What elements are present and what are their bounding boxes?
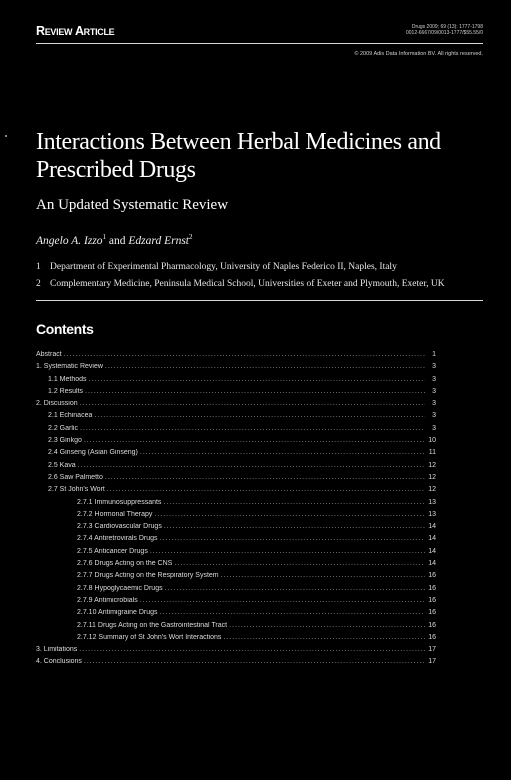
toc-entry-page: 1: [432, 351, 436, 358]
toc-leader-dots: [223, 634, 425, 641]
contents-heading: Contents: [36, 321, 94, 337]
toc-entry[interactable]: [36, 486, 436, 498]
toc-leader-dots: [89, 376, 425, 383]
toc-entry-label: 2.7.12 Summary of St John's Wort Interactions: [77, 633, 222, 641]
toc-entry-label: 2.7.3 Cardiovascular Drugs: [77, 523, 162, 531]
author-name: Angelo A. Izzo: [36, 234, 103, 247]
author-affiliation-marker: 2: [189, 233, 193, 241]
toc-entry-page: 14: [428, 547, 436, 555]
toc-leader-dots: [140, 597, 425, 604]
toc-entry[interactable]: [36, 351, 436, 363]
toc-entry[interactable]: [36, 523, 436, 535]
toc-entry-page: 3: [432, 412, 436, 420]
toc-leader-dots: [80, 425, 425, 432]
affiliation-rule: [36, 300, 483, 301]
toc-entry[interactable]: [36, 597, 436, 609]
toc-entry[interactable]: [36, 449, 436, 461]
author-line: [36, 233, 193, 247]
toc-entry-page: 16: [428, 609, 436, 617]
article-subtitle: An Updated Systematic Review: [36, 197, 229, 213]
toc-entry[interactable]: [36, 474, 436, 486]
toc-leader-dots: [164, 523, 425, 530]
toc-entry[interactable]: [36, 412, 436, 424]
toc-leader-dots: [84, 437, 425, 444]
copyright-notice: © 2009 Adis Data Information BV. All rights reserved.: [354, 51, 483, 57]
affiliation-text: Complementary Medicine, Peninsula Medical School, Universities of Exeter and Plymouth, Exeter, UK: [50, 279, 445, 289]
toc-entry-label: 1.1 Methods: [48, 375, 87, 383]
toc-entry-label: 2.7.4 Antiretrovirals Drugs: [77, 535, 158, 543]
toc-entry-label: 2.7.11 Drugs Acting on the Gastrointestinal Tract: [77, 621, 228, 629]
toc-leader-dots: [80, 400, 425, 407]
toc-entry-label: 2.7.1 Immunosuppressants: [77, 498, 162, 506]
toc-leader-dots: [105, 363, 425, 370]
toc-entry-label: 2.2 Garlic: [48, 424, 78, 432]
toc-entry-label: Abstract: [36, 351, 62, 358]
toc-entry-label: 2.5 Kava: [48, 461, 76, 469]
toc-leader-dots: [140, 449, 425, 456]
toc-entry-label: 2.7.8 Hypoglycaemic Drugs: [77, 584, 163, 592]
toc-entry-label: 2.7.2 Hormonal Therapy: [77, 510, 153, 518]
toc-entry-label: 4. Conclusions: [36, 658, 82, 666]
toc-entry-page: 3: [432, 387, 436, 395]
affiliation-number: 1: [36, 262, 41, 272]
toc-entry-page: 13: [428, 510, 436, 518]
toc-entry-page: 16: [428, 596, 436, 604]
toc-leader-dots: [78, 462, 425, 469]
toc-entry[interactable]: [36, 585, 436, 597]
toc-entry[interactable]: [36, 437, 436, 449]
toc-entry-label: 2.7.6 Drugs Acting on the CNS: [77, 560, 173, 568]
toc-entry-label: 2.7.5 Anticancer Drugs: [77, 547, 148, 555]
toc-entry-page: 14: [428, 560, 436, 568]
toc-entry-page: 3: [432, 363, 436, 371]
affiliation: [36, 279, 445, 289]
author-conjunction: and: [108, 234, 126, 247]
affiliation: [36, 262, 397, 272]
toc-leader-dots: [174, 560, 425, 567]
toc-leader-dots: [94, 412, 425, 419]
toc-entry-page: 14: [428, 523, 436, 531]
toc-entry-label: 2.3 Ginkgo: [48, 437, 82, 445]
toc-entry[interactable]: [36, 388, 436, 400]
toc-entry[interactable]: [36, 462, 436, 474]
toc-entry[interactable]: [36, 511, 436, 523]
author-affiliation-marker: 1: [102, 233, 107, 241]
toc-entry-page: 12: [428, 461, 436, 469]
scan-speck: [5, 135, 7, 137]
toc-leader-dots: [229, 622, 425, 629]
toc-entry-page: 12: [428, 473, 436, 481]
toc-leader-dots: [105, 474, 425, 481]
toc-entry-label: 1.2 Results: [48, 387, 84, 395]
toc-entry-page: 16: [428, 584, 436, 592]
toc-leader-dots: [163, 499, 425, 506]
author-name: Edzard Ernst: [128, 234, 190, 247]
toc-entry-page: 14: [428, 535, 436, 543]
toc-entry-page: 13: [428, 498, 436, 506]
toc-entry-page: 11: [428, 449, 436, 457]
toc-entry-page: 3: [432, 375, 436, 383]
toc-entry-label: 2.7 St John's Wort: [48, 486, 105, 494]
table-of-contents: [36, 351, 436, 671]
toc-entry-page: 3: [432, 400, 436, 408]
toc-entry-label: 2.7.9 Antimicrobials: [77, 596, 138, 604]
toc-entry[interactable]: [36, 400, 436, 412]
toc-entry-page: 16: [428, 621, 436, 629]
toc-entry-page: 17: [428, 646, 436, 654]
toc-leader-dots: [165, 585, 425, 592]
toc-leader-dots: [160, 609, 425, 616]
toc-leader-dots: [84, 658, 425, 665]
journal-issn-line: 0012-6667/09/0013-1777/$55.55/0: [405, 30, 483, 36]
toc-entry[interactable]: [36, 376, 436, 388]
toc-entry[interactable]: [36, 634, 436, 646]
toc-entry[interactable]: [36, 572, 436, 584]
toc-leader-dots: [64, 351, 425, 358]
toc-entry[interactable]: [36, 548, 436, 560]
toc-entry-label: 2.1 Echinacea: [48, 412, 93, 420]
toc-entry-label: 2.7.10 Antimigraine Drugs: [77, 609, 158, 617]
toc-entry-page: 16: [428, 572, 436, 580]
toc-entry-label: 3. Limitations: [36, 646, 78, 654]
toc-entry[interactable]: [36, 646, 436, 658]
toc-entry[interactable]: [36, 658, 436, 670]
toc-leader-dots: [85, 388, 425, 395]
toc-entry[interactable]: [36, 499, 436, 511]
section-label: Review Article: [36, 24, 115, 38]
toc-leader-dots: [79, 646, 425, 653]
toc-entry-label: 2. Discussion: [36, 400, 78, 408]
affiliation-number: 2: [36, 279, 41, 289]
toc-entry[interactable]: [36, 609, 436, 621]
toc-entry-page: 10: [428, 437, 436, 445]
toc-leader-dots: [221, 572, 425, 579]
toc-entry-label: 2.7.7 Drugs Acting on the Respiratory System: [77, 572, 219, 580]
toc-entry[interactable]: [36, 560, 436, 572]
toc-entry-page: 12: [428, 486, 436, 494]
journal-citation-line: Drugs 2009; 69 (13): 1777-1798: [411, 24, 483, 30]
affiliation-text: Department of Experimental Pharmacology, University of Naples Federico II, Naples, Italy: [50, 262, 397, 272]
toc-leader-dots: [150, 548, 425, 555]
toc-leader-dots: [160, 535, 425, 542]
toc-entry-page: 3: [432, 424, 436, 432]
toc-entry-label: 2.6 Saw Palmetto: [48, 473, 103, 481]
article-title: Interactions Between Herbal Medicines and Prescribed Drugs: [36, 129, 441, 183]
toc-entry-page: 16: [428, 633, 436, 641]
toc-entry-label: 2.4 Ginseng (Asian Ginseng): [48, 449, 138, 457]
header-rule: [36, 43, 483, 44]
toc-entry-label: 1. Systematic Review: [36, 363, 103, 371]
toc-leader-dots: [107, 486, 425, 493]
toc-entry[interactable]: [36, 622, 436, 634]
page-header: [36, 24, 483, 40]
toc-entry[interactable]: [36, 535, 436, 547]
journal-citation: [406, 24, 483, 36]
toc-leader-dots: [154, 511, 425, 518]
toc-entry-page: 17: [428, 658, 436, 666]
toc-entry[interactable]: [36, 425, 436, 437]
toc-entry[interactable]: [36, 363, 436, 375]
